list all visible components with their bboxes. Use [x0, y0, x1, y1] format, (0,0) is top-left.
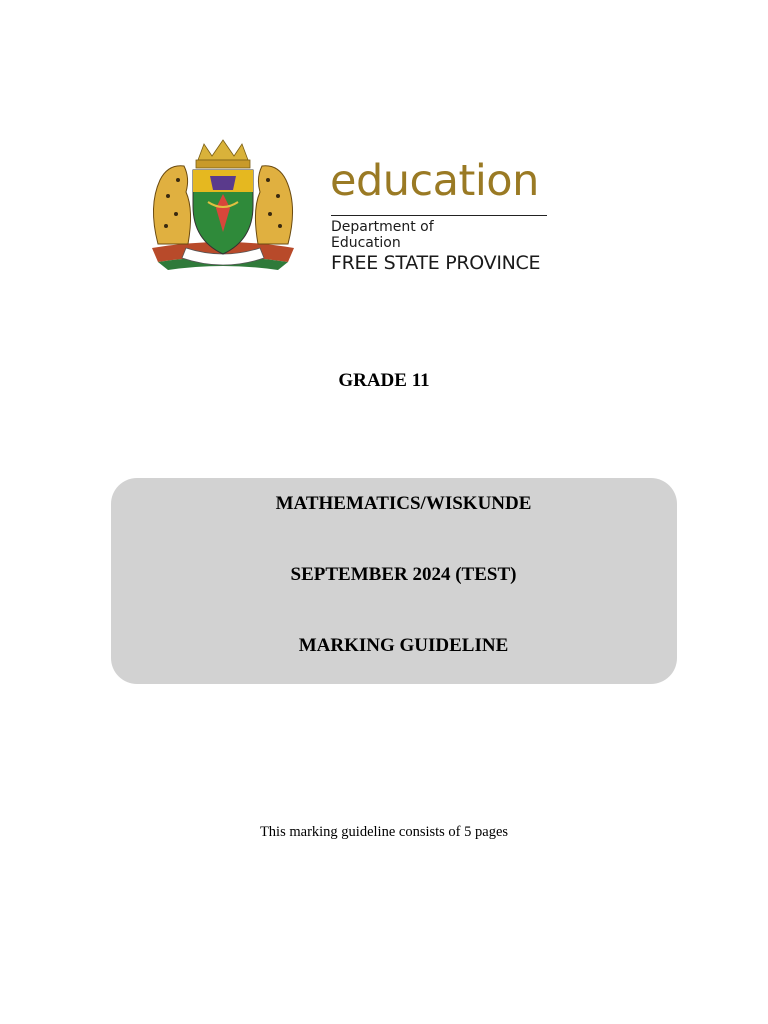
subject-title: MATHEMATICS/WISKUNDE	[275, 493, 532, 514]
free-state-coat-of-arms-icon	[138, 136, 308, 284]
department-line-2: Education	[331, 235, 401, 251]
wordmark-divider	[331, 215, 547, 216]
exam-session: SEPTEMBER 2024 (TEST)	[290, 564, 517, 585]
page-count-note: This marking guideline consists of 5 pages	[259, 824, 509, 840]
province-name: FREE STATE PROVINCE	[331, 252, 541, 274]
document-type: MARKING GUIDELINE	[298, 635, 509, 656]
department-logo	[138, 136, 558, 286]
department-line-1: Department of	[331, 219, 434, 235]
brand-wordmark: education	[330, 156, 539, 206]
grade-heading: GRADE 11	[338, 370, 430, 391]
title-panel	[111, 478, 677, 684]
